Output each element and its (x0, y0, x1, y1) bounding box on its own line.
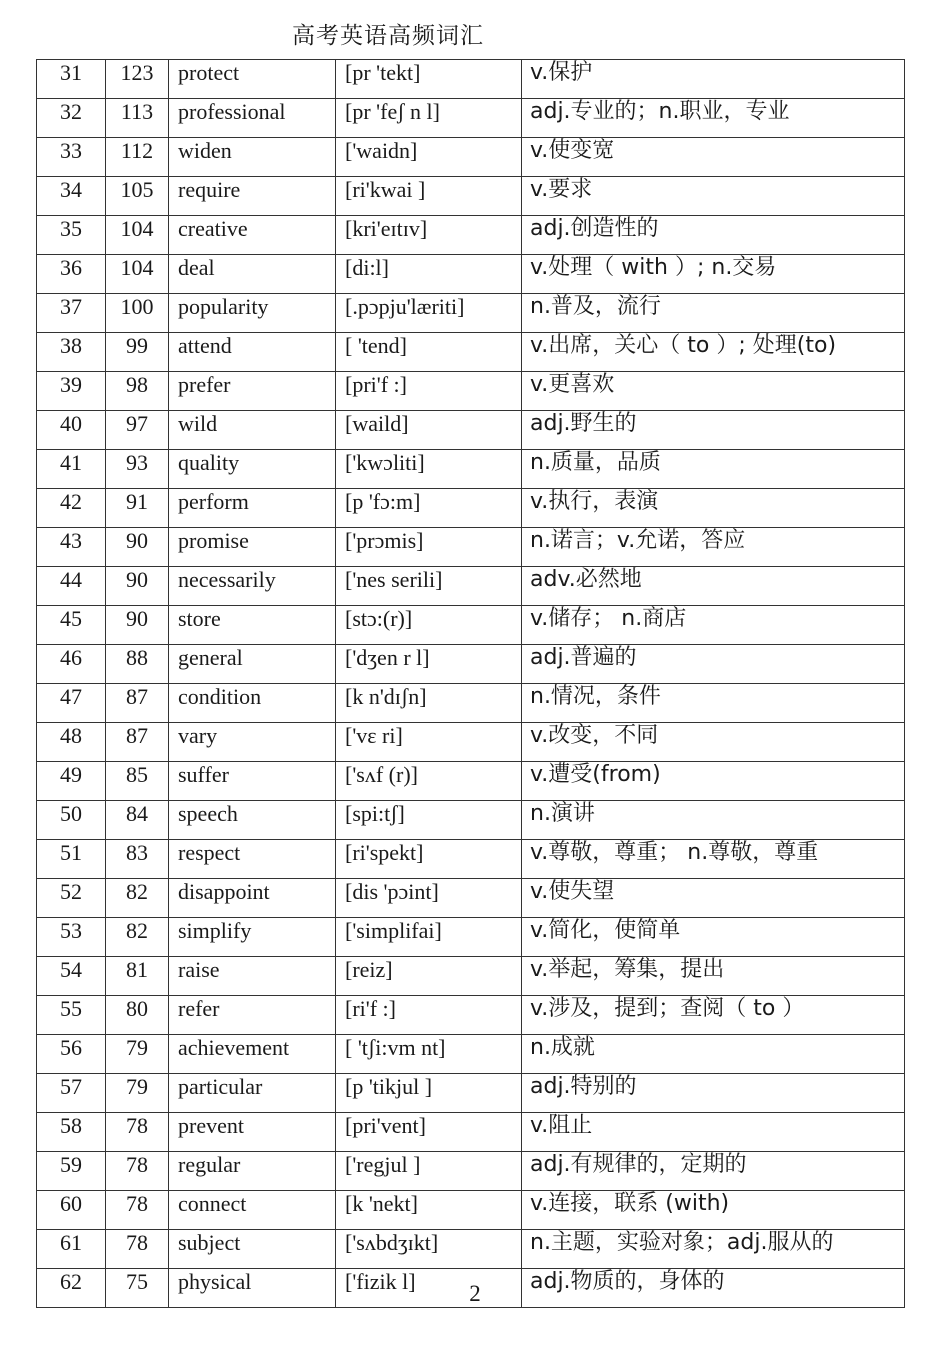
word-cell: wild (169, 411, 336, 450)
table-row (37, 1074, 905, 1113)
meaning-cell: v.举起，筹集，提出 (522, 957, 905, 996)
phonetic-cell: [ri'kwai ] (336, 177, 522, 216)
phonetic-cell: [spi:tʃ] (336, 801, 522, 840)
frequency-cell: 80 (106, 996, 169, 1035)
word-cell: speech (169, 801, 336, 840)
row-index-cell: 62 (37, 1269, 106, 1308)
frequency-cell: 113 (106, 99, 169, 138)
page-title: 高考英语高频词汇 (292, 23, 484, 49)
word-cell: vary (169, 723, 336, 762)
row-index-cell: 32 (37, 99, 106, 138)
phonetic-cell: [ 'tʃi:vm nt] (336, 1035, 522, 1074)
word-cell: necessarily (169, 567, 336, 606)
row-index-cell: 42 (37, 489, 106, 528)
meaning-cell: v.使变宽 (522, 138, 905, 177)
word-cell: raise (169, 957, 336, 996)
row-index-cell: 46 (37, 645, 106, 684)
row-index-cell: 31 (37, 60, 106, 99)
phonetic-cell: ['dʒen r l] (336, 645, 522, 684)
table-row (37, 1035, 905, 1074)
phonetic-cell: [waild] (336, 411, 522, 450)
meaning-cell: n.情况，条件 (522, 684, 905, 723)
phonetic-cell: [.pɔpju'læriti] (336, 294, 522, 333)
frequency-cell: 91 (106, 489, 169, 528)
table-row (37, 216, 905, 255)
meaning-cell: adj.有规律的，定期的 (522, 1152, 905, 1191)
row-index-cell: 59 (37, 1152, 106, 1191)
table-row (37, 801, 905, 840)
word-cell: physical (169, 1269, 336, 1308)
frequency-cell: 87 (106, 684, 169, 723)
row-index-cell: 34 (37, 177, 106, 216)
word-cell: deal (169, 255, 336, 294)
table-row (37, 1191, 905, 1230)
phonetic-cell: ['sʌf (r)] (336, 762, 522, 801)
table-row (37, 99, 905, 138)
frequency-cell: 105 (106, 177, 169, 216)
table-row (37, 567, 905, 606)
table-row (37, 957, 905, 996)
meaning-cell: adj.特别的 (522, 1074, 905, 1113)
table-row (37, 996, 905, 1035)
meaning-cell: adj.普遍的 (522, 645, 905, 684)
row-index-cell: 41 (37, 450, 106, 489)
row-index-cell: 38 (37, 333, 106, 372)
phonetic-cell: [pri'f :] (336, 372, 522, 411)
meaning-cell: v.使失望 (522, 879, 905, 918)
meaning-cell: adj.野生的 (522, 411, 905, 450)
meaning-cell: n.演讲 (522, 801, 905, 840)
frequency-cell: 99 (106, 333, 169, 372)
word-cell: creative (169, 216, 336, 255)
frequency-cell: 78 (106, 1230, 169, 1269)
frequency-cell: 85 (106, 762, 169, 801)
row-index-cell: 49 (37, 762, 106, 801)
row-index-cell: 54 (37, 957, 106, 996)
row-index-cell: 33 (37, 138, 106, 177)
phonetic-cell: ['sʌbdʒɪkt] (336, 1230, 522, 1269)
word-cell: prevent (169, 1113, 336, 1152)
table-row (37, 723, 905, 762)
table-row (37, 840, 905, 879)
vocabulary-table-body (37, 60, 905, 1308)
word-cell: quality (169, 450, 336, 489)
frequency-cell: 100 (106, 294, 169, 333)
phonetic-cell: [reiz] (336, 957, 522, 996)
phonetic-cell: [pr 'tekt] (336, 60, 522, 99)
table-row (37, 177, 905, 216)
phonetic-cell: [k n'dɪʃn] (336, 684, 522, 723)
frequency-cell: 78 (106, 1191, 169, 1230)
frequency-cell: 83 (106, 840, 169, 879)
page-number: 2 (469, 1281, 481, 1306)
frequency-cell: 75 (106, 1269, 169, 1308)
word-cell: connect (169, 1191, 336, 1230)
meaning-cell: v.出席，关心（ to ）; 处理(to) (522, 333, 905, 372)
meaning-cell: adv.必然地 (522, 567, 905, 606)
meaning-cell: v.涉及，提到；查阅（ to ） (522, 996, 905, 1035)
word-cell: respect (169, 840, 336, 879)
row-index-cell: 36 (37, 255, 106, 294)
table-row (37, 489, 905, 528)
phonetic-cell: ['regjul ] (336, 1152, 522, 1191)
phonetic-cell: [p 'tikjul ] (336, 1074, 522, 1113)
phonetic-cell: [di:l] (336, 255, 522, 294)
word-cell: achievement (169, 1035, 336, 1074)
word-cell: suffer (169, 762, 336, 801)
frequency-cell: 104 (106, 216, 169, 255)
frequency-cell: 104 (106, 255, 169, 294)
row-index-cell: 50 (37, 801, 106, 840)
word-cell: professional (169, 99, 336, 138)
frequency-cell: 79 (106, 1074, 169, 1113)
word-cell: popularity (169, 294, 336, 333)
meaning-cell: n.普及，流行 (522, 294, 905, 333)
word-cell: particular (169, 1074, 336, 1113)
row-index-cell: 52 (37, 879, 106, 918)
word-cell: promise (169, 528, 336, 567)
table-row (37, 333, 905, 372)
frequency-cell: 78 (106, 1113, 169, 1152)
meaning-cell: v.遭受(from) (522, 762, 905, 801)
meaning-cell: v.改变，不同 (522, 723, 905, 762)
row-index-cell: 40 (37, 411, 106, 450)
phonetic-cell: [pr 'feʃ n l] (336, 99, 522, 138)
row-index-cell: 45 (37, 606, 106, 645)
row-index-cell: 61 (37, 1230, 106, 1269)
frequency-cell: 88 (106, 645, 169, 684)
meaning-cell: v.执行，表演 (522, 489, 905, 528)
frequency-cell: 123 (106, 60, 169, 99)
row-index-cell: 43 (37, 528, 106, 567)
table-row (37, 1152, 905, 1191)
meaning-cell: v.阻止 (522, 1113, 905, 1152)
table-row (37, 1113, 905, 1152)
table-row (37, 450, 905, 489)
phonetic-cell: ['nes serili] (336, 567, 522, 606)
word-cell: protect (169, 60, 336, 99)
frequency-cell: 90 (106, 606, 169, 645)
phonetic-cell: [ 'tend] (336, 333, 522, 372)
row-index-cell: 35 (37, 216, 106, 255)
word-cell: simplify (169, 918, 336, 957)
phonetic-cell: [pri'vent] (336, 1113, 522, 1152)
frequency-cell: 112 (106, 138, 169, 177)
frequency-cell: 90 (106, 528, 169, 567)
phonetic-cell: ['fizik l] (336, 1269, 522, 1308)
row-index-cell: 44 (37, 567, 106, 606)
phonetic-cell: ['prɔmis] (336, 528, 522, 567)
row-index-cell: 48 (37, 723, 106, 762)
table-row (37, 684, 905, 723)
phonetic-cell: [dis 'pɔint] (336, 879, 522, 918)
meaning-cell: n.主题，实验对象；adj.服从的 (522, 1230, 905, 1269)
meaning-cell: adj.专业的；n.职业，专业 (522, 99, 905, 138)
word-cell: perform (169, 489, 336, 528)
frequency-cell: 87 (106, 723, 169, 762)
phonetic-cell: ['waidn] (336, 138, 522, 177)
frequency-cell: 97 (106, 411, 169, 450)
row-index-cell: 58 (37, 1113, 106, 1152)
table-row (37, 138, 905, 177)
phonetic-cell: ['kwɔliti] (336, 450, 522, 489)
meaning-cell: n.诺言；v.允诺，答应 (522, 528, 905, 567)
meaning-cell: v.处理（ with ）; n.交易 (522, 255, 905, 294)
meaning-cell: n.质量，品质 (522, 450, 905, 489)
table-row (37, 528, 905, 567)
phonetic-cell: [ri'f :] (336, 996, 522, 1035)
frequency-cell: 84 (106, 801, 169, 840)
word-cell: condition (169, 684, 336, 723)
word-cell: prefer (169, 372, 336, 411)
row-index-cell: 47 (37, 684, 106, 723)
table-row (37, 762, 905, 801)
phonetic-cell: ['vɛ ri] (336, 723, 522, 762)
word-cell: regular (169, 1152, 336, 1191)
table-row (37, 645, 905, 684)
row-index-cell: 57 (37, 1074, 106, 1113)
frequency-cell: 90 (106, 567, 169, 606)
phonetic-cell: [stɔ:(r)] (336, 606, 522, 645)
word-cell: general (169, 645, 336, 684)
meaning-cell: v.保护 (522, 60, 905, 99)
table-row (37, 372, 905, 411)
table-row (37, 411, 905, 450)
frequency-cell: 93 (106, 450, 169, 489)
frequency-cell: 81 (106, 957, 169, 996)
meaning-cell: adj.创造性的 (522, 216, 905, 255)
frequency-cell: 78 (106, 1152, 169, 1191)
word-cell: refer (169, 996, 336, 1035)
meaning-cell: n.成就 (522, 1035, 905, 1074)
word-cell: subject (169, 1230, 336, 1269)
frequency-cell: 82 (106, 879, 169, 918)
meaning-cell: v.储存； n.商店 (522, 606, 905, 645)
meaning-cell: v.连接，联系 (with) (522, 1191, 905, 1230)
phonetic-cell: [kri'eɪtɪv] (336, 216, 522, 255)
table-row (37, 879, 905, 918)
word-cell: store (169, 606, 336, 645)
row-index-cell: 39 (37, 372, 106, 411)
word-cell: attend (169, 333, 336, 372)
phonetic-cell: [ri'spekt] (336, 840, 522, 879)
meaning-cell: v.更喜欢 (522, 372, 905, 411)
table-row (37, 1230, 905, 1269)
vocabulary-table (36, 59, 905, 1308)
phonetic-cell: ['simplifai] (336, 918, 522, 957)
row-index-cell: 51 (37, 840, 106, 879)
frequency-cell: 79 (106, 1035, 169, 1074)
row-index-cell: 60 (37, 1191, 106, 1230)
table-row (37, 255, 905, 294)
row-index-cell: 55 (37, 996, 106, 1035)
frequency-cell: 82 (106, 918, 169, 957)
word-cell: require (169, 177, 336, 216)
row-index-cell: 53 (37, 918, 106, 957)
phonetic-cell: [p 'fɔ:m] (336, 489, 522, 528)
table-row (37, 60, 905, 99)
meaning-cell: adj.物质的，身体的 (522, 1269, 905, 1308)
meaning-cell: v.要求 (522, 177, 905, 216)
row-index-cell: 37 (37, 294, 106, 333)
phonetic-cell: [k 'nekt] (336, 1191, 522, 1230)
word-cell: disappoint (169, 879, 336, 918)
table-row (37, 294, 905, 333)
meaning-cell: v.简化，使简单 (522, 918, 905, 957)
frequency-cell: 98 (106, 372, 169, 411)
meaning-cell: v.尊敬，尊重； n.尊敬，尊重 (522, 840, 905, 879)
word-cell: widen (169, 138, 336, 177)
row-index-cell: 56 (37, 1035, 106, 1074)
table-row (37, 918, 905, 957)
table-row (37, 606, 905, 645)
